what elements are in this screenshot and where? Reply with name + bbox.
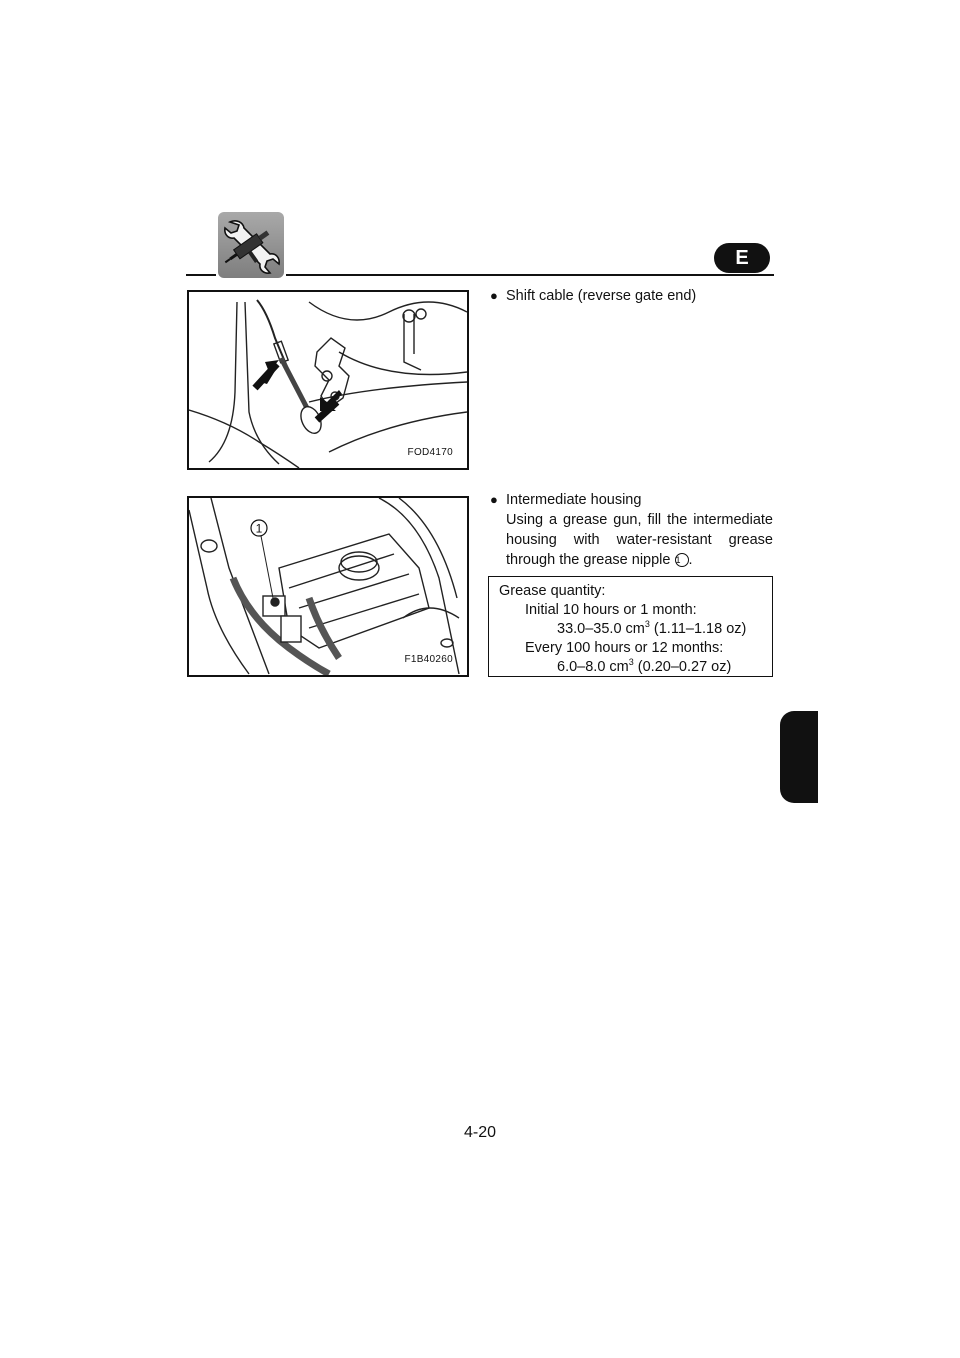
spec-line2-label: Every 100 hours or 12 months: <box>525 640 724 656</box>
spec-line1-label: Initial 10 hours or 1 month: <box>525 602 697 618</box>
item-body-end: . <box>688 552 693 568</box>
grease-quantity-box <box>488 576 773 677</box>
spec-line1-value: 33.0–35.0 $cm^3$ (1.11–1.18 oz) <box>557 619 747 637</box>
intermediate-housing-illustration <box>189 498 467 675</box>
item-title: Shift cable (reverse gate end) <box>506 288 697 304</box>
figure-code: FOD4170 <box>407 447 453 458</box>
section-icon <box>218 212 284 278</box>
item-body-text: Using a grease gun, fill the intermediate housing with water-resistant grease through the grease nipple <box>506 512 773 568</box>
page-number: 4-20 <box>463 1124 497 1141</box>
item-title: Intermediate housing <box>506 492 642 508</box>
wrench-and-grease-gun-icon <box>218 212 284 278</box>
figure-shift-cable <box>187 290 469 470</box>
header-rule-left <box>186 274 216 276</box>
header-rule-right <box>286 274 774 276</box>
item-body <box>490 510 773 570</box>
shift-cable-illustration <box>189 292 467 468</box>
bullet-icon: ● <box>490 492 498 507</box>
spec-heading: Grease quantity: <box>499 583 606 599</box>
figure-code: F1B40260 <box>404 654 453 665</box>
callout-1: 1 <box>255 521 263 536</box>
item-intermediate-housing <box>490 490 773 570</box>
chapter-side-tab <box>780 711 818 803</box>
spec-line2-value: 6.0–8.0 $cm^3$ (0.20–0.27 oz) <box>557 657 732 675</box>
figure-intermediate-housing <box>187 496 469 677</box>
language-badge: E <box>714 243 770 273</box>
item-shift-cable <box>490 286 773 306</box>
callout-ref-1: 1 <box>675 553 689 567</box>
bullet-icon: ● <box>490 288 498 303</box>
